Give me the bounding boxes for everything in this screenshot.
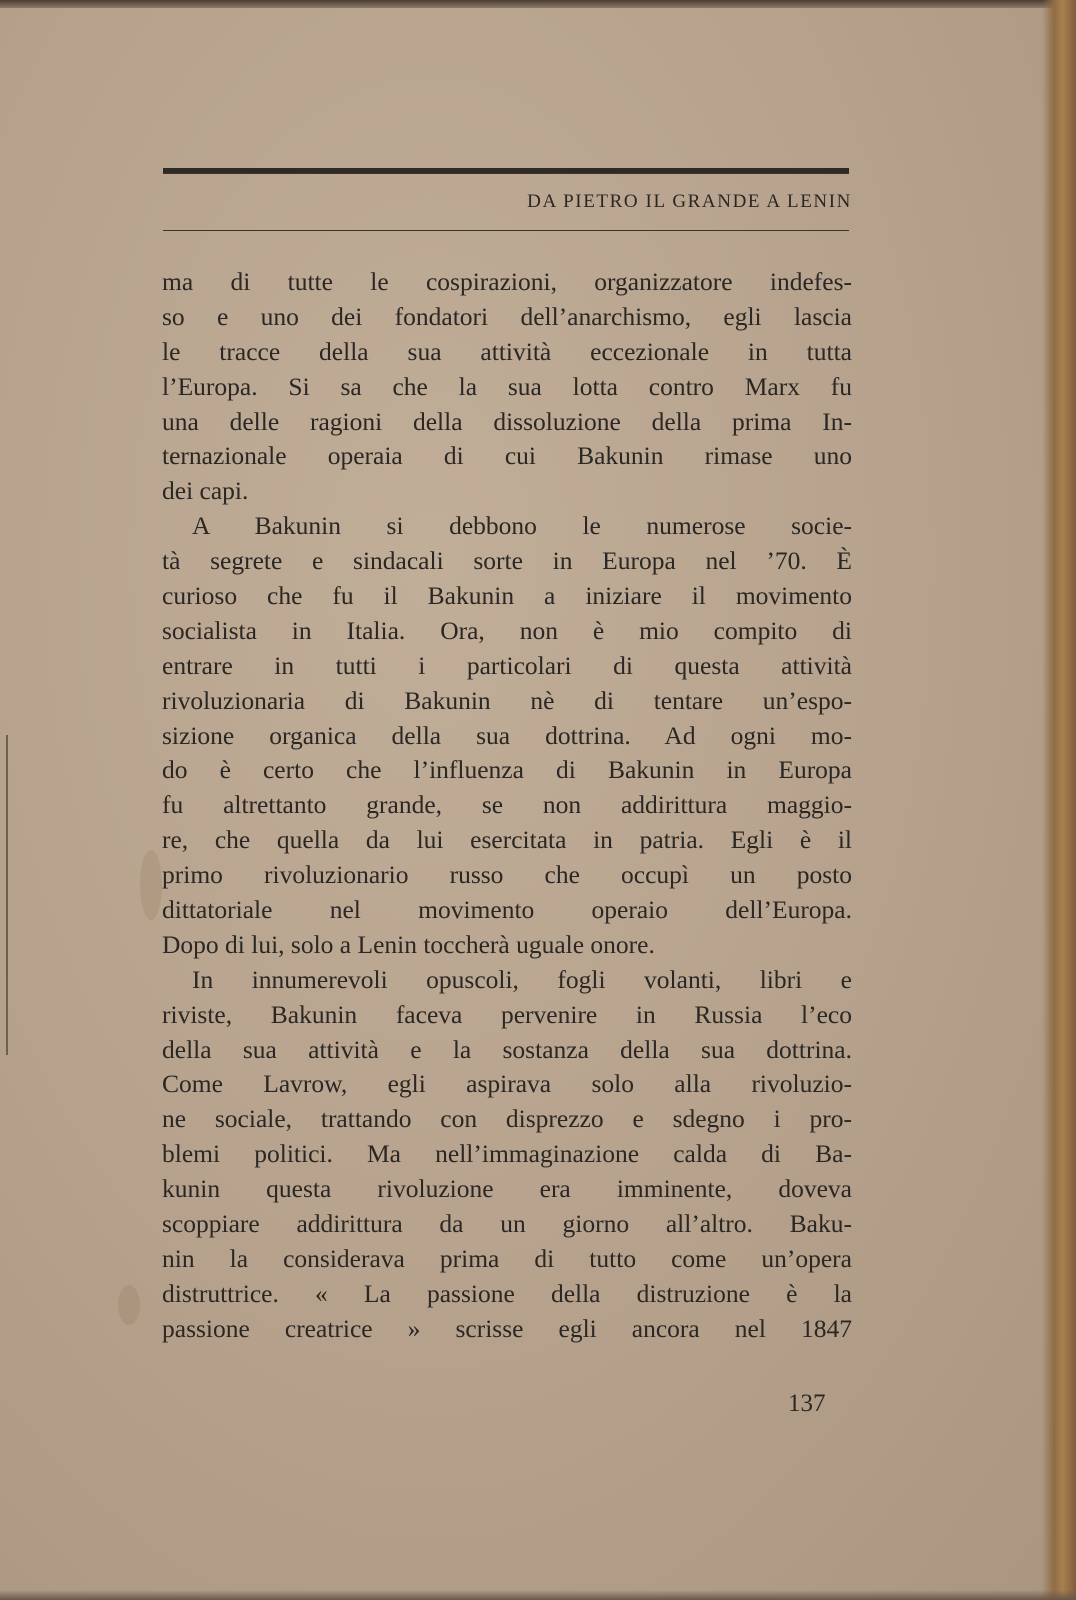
page-bottom-edge — [0, 1590, 1076, 1600]
text-line: blemi politici. Ma nell’immaginazione calda di Ba- — [162, 1139, 852, 1169]
page-number: 137 — [788, 1390, 826, 1417]
text-line: curioso che fu il Bakunin a iniziare il movimento — [162, 581, 852, 611]
text-line: do è certo che l’influenza di Bakunin in Europa — [162, 755, 852, 785]
text-line: In innumerevoli opuscoli, fogli volanti, libri e — [192, 964, 852, 994]
text-line: passione creatrice » scrisse egli ancora nel 1847 — [162, 1313, 852, 1343]
text-line: ne sociale, trattando con disprezzo e sdegno i pro- — [162, 1104, 852, 1134]
text-line: distruttrice. « La passione della distruzione è la — [162, 1278, 852, 1308]
text-line: Dopo di lui, solo a Lenin toccherà uguale onore. — [162, 929, 655, 959]
text-line: una delle ragioni della dissoluzione della prima In- — [162, 406, 852, 436]
text-line: fu altrettanto grande, se non addirittura maggio- — [162, 790, 852, 820]
running-head: DA PIETRO IL GRANDE A LENIN — [527, 191, 852, 212]
text-line: le tracce della sua attività eccezionale in tutta — [162, 336, 852, 366]
text-line: Come Lavrow, egli aspirava solo alla rivoluzio- — [162, 1069, 852, 1099]
text-line: riviste, Bakunin faceva pervenire in Russia l’eco — [162, 999, 852, 1029]
text-line: tà segrete e sindacali sorte in Europa nel ’70. È — [162, 546, 852, 576]
text-line: socialista in Italia. Ora, non è mio compito di — [162, 615, 852, 645]
text-line: A Bakunin si debbono le numerose socie- — [192, 511, 852, 541]
text-line: entrare in tutti i particolari di questa attività — [162, 650, 852, 680]
text-line: re, che quella da lui esercitata in patria. Egli è il — [162, 825, 852, 855]
text-line: kunin questa rivoluzione era imminente, doveva — [162, 1174, 852, 1204]
left-margin-mark — [6, 735, 8, 1055]
text-line: ternazionale operaia di cui Bakunin rimase uno — [162, 441, 852, 471]
text-line: dittatoriale nel movimento operaio dell’Europa. — [162, 895, 852, 925]
text-line: nin la considerava prima di tutto come un’opera — [162, 1243, 852, 1273]
body-text — [162, 265, 852, 1347]
text-line: scoppiare addirittura da un giorno all’altro. Baku- — [162, 1209, 852, 1239]
margin-stain — [140, 850, 162, 920]
text-line: della sua attività e la sostanza della sua dottrina. — [162, 1034, 852, 1064]
text-line: sizione organica della sua dottrina. Ad ogni mo- — [162, 720, 852, 750]
header-rule-top — [163, 168, 849, 174]
text-line: l’Europa. Si sa che la sua lotta contro Marx fu — [162, 371, 852, 401]
text-line: so e uno dei fondatori dell’anarchismo, egli lascia — [162, 301, 852, 331]
text-line: dei capi. — [162, 476, 249, 506]
text-line: rivoluzionaria di Bakunin nè di tentare un’espo- — [162, 685, 852, 715]
text-line: primo rivoluzionario russo che occupì un posto — [162, 860, 852, 890]
page-top-edge — [0, 0, 1076, 8]
header-rule-bottom — [163, 230, 849, 231]
text-line: ma di tutte le cospirazioni, organizzatore indefes- — [162, 267, 852, 296]
page-right-edge — [1042, 0, 1076, 1600]
margin-stain — [118, 1285, 140, 1325]
